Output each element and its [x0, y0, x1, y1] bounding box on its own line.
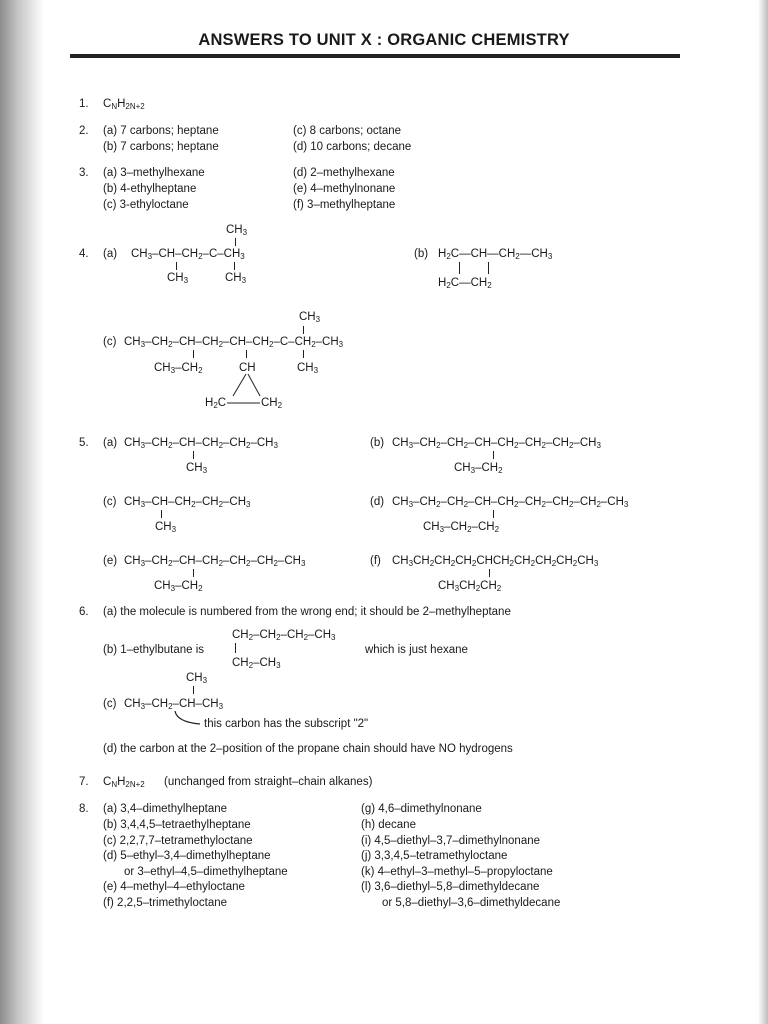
q5a-label: (a)	[103, 437, 118, 449]
q6c-top-group: $CH_3$	[186, 672, 208, 685]
q8-e: (e) 4–methyl–4–ethyloctane	[103, 881, 245, 893]
q7-number: 7.	[79, 776, 89, 788]
bond	[493, 451, 494, 459]
q4c-branch-ethyl: $CH_3-CH_2$	[154, 362, 203, 375]
q8-f: (f) 2,2,5–trimethyloctane	[103, 897, 228, 909]
q8-c: (c) 2,2,7,7–tetramethyloctane	[103, 835, 253, 847]
q5d-main-chain: $CH_3-CH_2-CH_2-CH-CH_2-CH_2-CH_2-CH_2-CH_3$	[392, 496, 629, 509]
q5b-branch: $CH_3-CH_2$	[454, 462, 503, 475]
bond	[235, 643, 236, 653]
q8-b: (b) 3,4,4,5–tetraethylheptane	[103, 819, 251, 831]
q4a-main-chain: $CH_3-CH-CH_2-C-CH_3$	[131, 248, 245, 261]
bond	[193, 350, 194, 358]
q2-b: (b) 7 carbons; heptane	[103, 141, 219, 153]
q5d-label: (d)	[370, 496, 385, 508]
q2-number: 2.	[79, 125, 89, 137]
q5-number: 5.	[79, 437, 89, 449]
q1-formula: $C_NH_{2N+2}$	[103, 98, 145, 111]
q6b-label: (b) 1–ethylbutane is	[103, 644, 205, 656]
q5a-main-chain: $CH_3-CH_2-CH-CH_2-CH_2-CH_3$	[124, 437, 278, 450]
q4b-ring-bottom: $H_2C—CH_2$	[438, 277, 492, 290]
q6-d: (d) the carbon at the 2–position of the propane chain should have NO hydrogens	[103, 743, 513, 755]
q4b-label: (b)	[414, 248, 429, 260]
q5c-label: (c)	[103, 496, 117, 508]
q3-c: (c) 3-ethyloctane	[103, 199, 189, 211]
q2-a: (a) 7 carbons; heptane	[103, 125, 219, 137]
bond	[303, 350, 304, 358]
q8-number: 8.	[79, 803, 89, 815]
q8-g: (g) 4,6–dimethylnonane	[361, 803, 482, 815]
q2-c: (c) 8 carbons; octane	[293, 125, 402, 137]
q1-number: 1.	[79, 98, 89, 110]
q5c-branch: $CH_3$	[155, 521, 177, 534]
q8-l-alt: or 5,8–diethyl–3,6–dimethyldecane	[382, 897, 561, 909]
q5e-main-chain: $CH_3-CH_2-CH-CH_2-CH_2-CH_2-CH_3$	[124, 555, 306, 568]
bond	[193, 451, 194, 459]
bond	[235, 238, 236, 246]
q4b-ring-top: $H_2C—CH—CH_2—CH_3$	[438, 248, 553, 261]
q4c-label: (c)	[103, 336, 117, 348]
q5f-label: (f)	[370, 555, 381, 567]
page-title: ANSWERS TO UNIT X : ORGANIC CHEMISTRY	[198, 31, 570, 49]
q2-d: (d) 10 carbons; decane	[293, 141, 412, 153]
q4a-branch-1: $CH_3$	[167, 272, 189, 285]
q8-i: (i) 4,5–diethyl–3,7–dimethylnonane	[361, 835, 541, 847]
q3-d: (d) 2–methylhexane	[293, 167, 395, 179]
q4a-top-group: $CH_3$	[226, 224, 248, 237]
page-shadow	[0, 0, 44, 1024]
q4c-ring-left: $H_2C$	[205, 397, 227, 410]
q4-number: 4.	[79, 248, 89, 260]
title-rule	[70, 54, 680, 58]
q6b-bottom-chain: $CH_2-CH_3$	[232, 657, 281, 670]
q6-number: 6.	[79, 606, 89, 618]
q8-a: (a) 3,4–dimethylheptane	[103, 803, 228, 815]
bond	[488, 262, 489, 274]
q3-number: 3.	[79, 167, 89, 179]
q8-l: (l) 3,6–diethyl–5,8–dimethyldecane	[361, 881, 540, 893]
q5f-main-chain: $CH_3CH_2CH_2CH_2CHCH_2CH_2CH_2CH_2CH_3$	[392, 555, 599, 568]
q5b-label: (b)	[370, 437, 385, 449]
q6b-top-chain: $CH_2-CH_2-CH_2-CH_3$	[232, 629, 336, 642]
q8-j: (j) 3,3,4,5–tetramethyloctane	[361, 850, 508, 862]
q5c-main-chain: $CH_3-CH-CH_2-CH_2-CH_3$	[124, 496, 251, 509]
q3-e: (e) 4–methylnonane	[293, 183, 396, 195]
bond	[193, 569, 194, 577]
q6c-main-chain: $CH_3-CH_2-CH-CH_3$	[124, 698, 224, 711]
bond	[303, 326, 304, 334]
q4c-ring-right: $CH_2$	[261, 397, 283, 410]
q5a-branch: $CH_3$	[186, 462, 208, 475]
bond	[246, 350, 247, 358]
bond	[459, 262, 460, 274]
bond	[493, 510, 494, 518]
page-edge	[758, 0, 768, 1024]
q6b-note: which is just hexane	[365, 644, 468, 656]
q4a-branch-2: $CH_3$	[225, 272, 247, 285]
bond	[193, 686, 194, 694]
bond	[161, 510, 162, 518]
q5f-branch: $CH_3CH_2CH_2$	[438, 580, 502, 593]
q4a-label: (a)	[103, 248, 118, 260]
q3-b: (b) 4-ethylheptane	[103, 183, 197, 195]
q8-k: (k) 4–ethyl–3–methyl–5–propyloctane	[361, 866, 553, 878]
q6c-note: this carbon has the subscript "2"	[204, 718, 369, 730]
q6c-label: (c)	[103, 698, 117, 710]
bond	[176, 262, 177, 270]
q4c-branch-ring-ch: CH	[239, 362, 256, 374]
q5e-label: (e)	[103, 555, 118, 567]
q5e-branch: $CH_3-CH_2$	[154, 580, 203, 593]
q6-a: (a) the molecule is numbered from the wrong end; it should be 2–methylheptane	[103, 606, 511, 618]
q3-f: (f) 3–methylheptane	[293, 199, 396, 211]
q4c-main-chain: $CH_3-CH_2-CH-CH_2-CH-CH_2-C-CH_2-CH_3$	[124, 336, 344, 349]
q4c-top-group: $CH_3$	[299, 311, 321, 324]
q8-d: (d) 5–ethyl–3,4–dimethylheptane	[103, 850, 271, 862]
q8-d-alt: or 3–ethyl–4,5–dimethylheptane	[124, 866, 288, 878]
q8-h: (h) decane	[361, 819, 416, 831]
q4c-branch-methyl: $CH_3$	[297, 362, 319, 375]
q7-formula: $C_NH_{2N+2}$	[103, 776, 145, 789]
q3-a: (a) 3–methylhexane	[103, 167, 205, 179]
q7-note: (unchanged from straight–chain alkanes)	[164, 776, 373, 788]
q5b-main-chain: $CH_3-CH_2-CH_2-CH-CH_2-CH_2-CH_2-CH_3$	[392, 437, 601, 450]
bond	[489, 569, 490, 577]
bond	[234, 262, 235, 270]
q5d-branch: $CH_3-CH_2-CH_2$	[423, 521, 500, 534]
